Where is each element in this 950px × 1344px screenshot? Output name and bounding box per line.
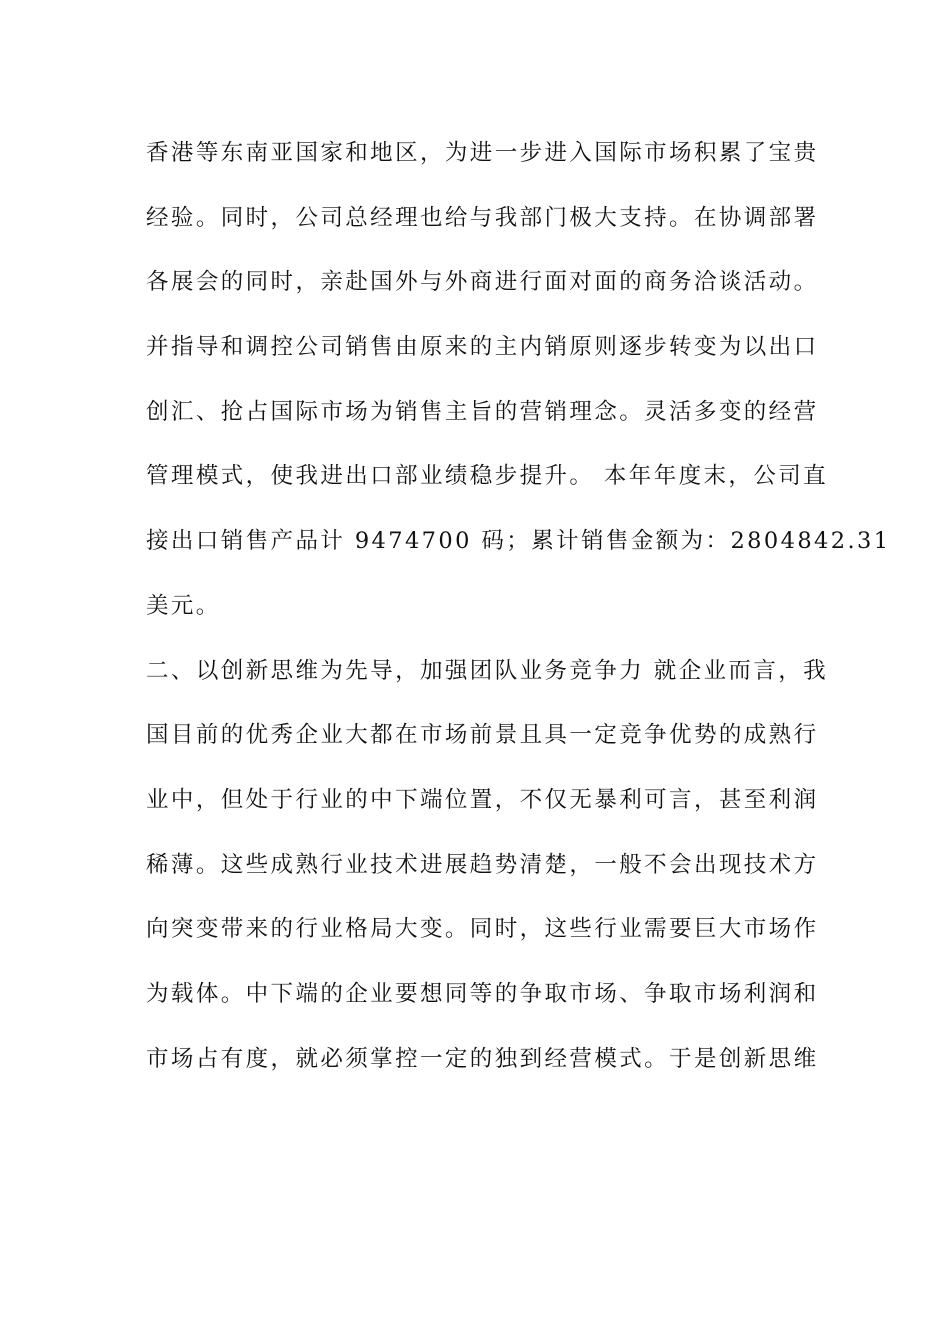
text-line-5: 创 汇 、 抢 占 国 际 市 场 为 销 售 主 旨 的 营 销 理 念 。 灵 活 多 变 的 经 营 <box>146 398 819 425</box>
text-line-15: 市 场 占 有 度 ， 就 必 须 掌 控 一 定 的 独 到 经 营 模 式 。 于 是 创 新 思 维 <box>146 1045 819 1072</box>
text-line-1: 香 港 等 东 南 亚 国 家 和 地 区 ， 为 进 一 步 进 入 国 际 市 场 积 累 了 宝 贵 <box>146 140 819 166</box>
text-line-10: 国 目 前 的 优 秀 企 业 大 都 在 市 场 前 景 且 具 一 定 竞 争 优 势 的 成 熟 行 <box>146 722 819 749</box>
text-line-4: 并 指 导 和 调 控 公 司 销 售 由 原 来 的 主 内 销 原 则 逐 步 转 变 为 以 出 口 <box>146 334 819 361</box>
text-line-7: 接 出 口 销 售 产 品 计 9474700 码 ； 累 计 销 售 金 额 为 ： 2804842.31 <box>146 528 891 555</box>
text-line-12: 稀 薄 。 这 些 成 熟 行 业 技 术 进 展 趋 势 清 楚 ， 一 般 不 会 出 现 技 术 方 <box>146 851 819 878</box>
text-line-14: 为 载 体 。 中 下 端 的 企 业 要 想 同 等 的 争 取 市 场 、 争 取 市 场 利 润 和 <box>146 980 819 1007</box>
text-line-11: 业 中 ， 但 处 于 行 业 的 中 下 端 位 置 ， 不 仅 无 暴 利 可 言 ， 甚 至 利 润 <box>146 786 819 813</box>
text-line-2: 经 验 。 同 时 ， 公 司 总 经 理 也 给 与 我 部 门 极 大 支 持 。 在 协 调 部 署 <box>146 204 819 231</box>
text-line-6: 管 理 模 式 ， 使 我 进 出 口 部 业 绩 稳 步 提 升 。 本 年 年 度 末 ， 公 司 直 <box>146 463 829 490</box>
text-line-13: 向 突 变 带 来 的 行 业 格 局 大 变 。 同 时 ， 这 些 行 业 需 要 巨 大 市 场 作 <box>146 916 819 943</box>
text-line-3: 各 展 会 的 同 时 ， 亲 赴 国 外 与 外 商 进 行 面 对 面 的 商 务 洽 谈 活 动 。 <box>146 269 819 296</box>
text-line-8: 美元。 <box>146 592 221 619</box>
body-text <box>146 124 891 1094</box>
section-heading-line: 二 、 以 创 新 思 维 为 先 导 ， 加 强 团 队 业 务 竞 争 力 就 企 业 而 言 ， 我 <box>146 657 829 684</box>
